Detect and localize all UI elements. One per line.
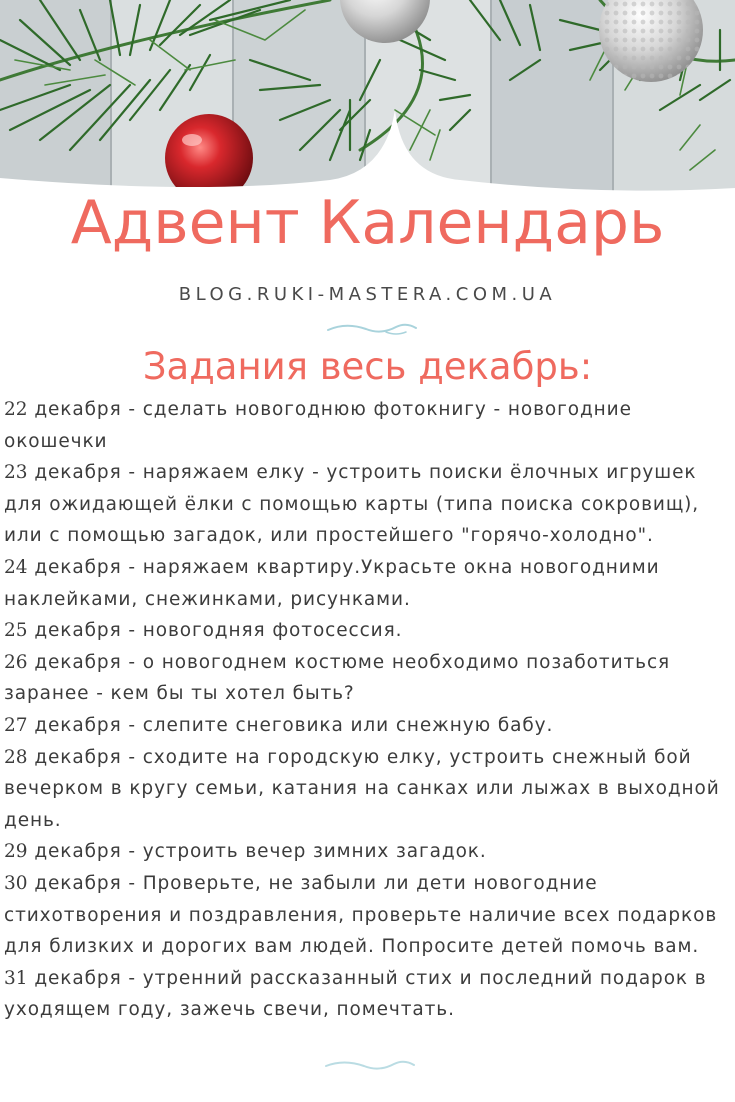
task-text: декабря - наряжаем квартиру.Украсьте окна новогодними наклейками, снежинками, рисунками. bbox=[4, 556, 660, 610]
task-text: декабря - Проверьте, не забыли ли дети новогодние стихотворения и поздравления, проверьте наличие всех подарков для близких и дорогих вам людей. Попросите детей помочь вам. bbox=[4, 872, 718, 958]
task-text: декабря - сходите на городскую елку, устроить снежный бой вечерком в кругу семьи, катания на санках или лыжах в выходной день. bbox=[4, 746, 720, 831]
task-item bbox=[4, 457, 735, 552]
task-item bbox=[4, 394, 735, 457]
swirl-divider-top bbox=[326, 318, 418, 340]
task-item bbox=[4, 963, 735, 1026]
blog-url: BLOG.RUKI-MASTERA.COM.UA bbox=[178, 284, 557, 305]
task-day: 23 bbox=[4, 462, 28, 484]
task-item bbox=[4, 552, 735, 615]
task-day: 25 bbox=[4, 620, 28, 642]
task-text: декабря - устроить вечер зимних загадок. bbox=[27, 841, 487, 863]
task-item bbox=[4, 868, 735, 963]
task-text: декабря - сделать новогоднюю фотокнигу - новогодние окошечки bbox=[4, 399, 632, 452]
task-item bbox=[4, 710, 735, 742]
page-title: Адвент Календарь bbox=[70, 188, 665, 258]
task-text: декабря - новогодняя фотосессия. bbox=[27, 620, 403, 642]
task-text: декабря - наряжаем елку - устроить поиски ёлочных игрушек для ожидающей ёлки с помощью карты (типа поиска сокровищ), или с помощью загадок, или простейшего "горячо-холодно". bbox=[4, 462, 700, 547]
task-item bbox=[4, 647, 735, 710]
task-day: 26 bbox=[4, 651, 28, 673]
task-item bbox=[4, 742, 735, 837]
task-text: декабря - слепите снеговика или снежную бабу. bbox=[27, 714, 554, 736]
task-list bbox=[4, 394, 735, 1026]
task-day: 30 bbox=[4, 872, 28, 894]
task-day: 31 bbox=[4, 967, 28, 989]
swirl-divider-bottom bbox=[324, 1056, 416, 1076]
task-day: 22 bbox=[4, 399, 28, 420]
section-subtitle: Задания весь декабрь: bbox=[142, 345, 593, 388]
task-day: 27 bbox=[4, 714, 28, 736]
task-item bbox=[4, 836, 735, 868]
task-text: декабря - утренний рассказанный стих и последний подарок в уходящем году, зажечь свечи, помечтать. bbox=[4, 967, 707, 1021]
task-day: 28 bbox=[4, 746, 28, 768]
task-text: декабря - о новогоднем костюме необходимо позаботиться заранее - кем бы ты хотел быть? bbox=[4, 651, 671, 705]
header-photo bbox=[0, 0, 735, 200]
task-item bbox=[4, 615, 735, 647]
task-day: 29 bbox=[4, 841, 28, 863]
task-day: 24 bbox=[4, 556, 28, 578]
